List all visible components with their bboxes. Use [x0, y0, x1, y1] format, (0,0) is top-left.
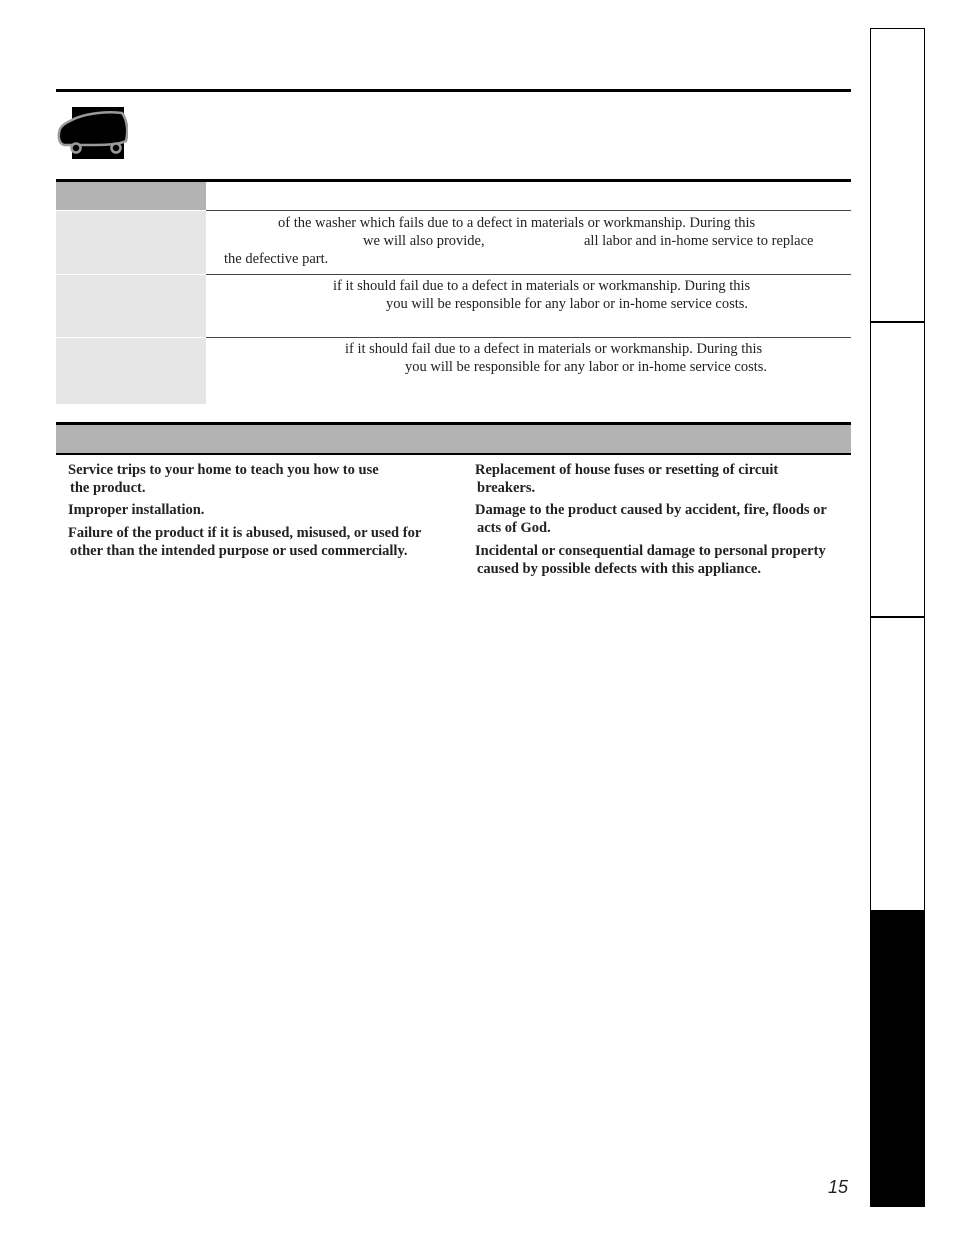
coverage-period-cell-1 [56, 211, 206, 274]
exclusions-bottom-rule [56, 453, 851, 455]
service-truck-icon [56, 107, 128, 159]
section-tab-1 [870, 28, 925, 322]
coverage-row1-line2b: all labor and in-home service to replace [584, 233, 814, 249]
coverage-row1-line1: of the washer which fails due to a defect in materials or workmanship. During this [278, 215, 756, 231]
section-tab-active [870, 911, 925, 1207]
coverage-period-cell-3 [56, 338, 206, 404]
coverage-row-divider [206, 337, 851, 338]
coverage-period-cell-2 [56, 275, 206, 337]
coverage-row3-line2: you will be responsible for any labor or in-home service costs. [405, 359, 768, 375]
exclusion-item-right-1-line1: Replacement of house fuses or resetting of circuit [475, 462, 779, 478]
coverage-row2-line1: if it should fail due to a defect in materials or workmanship. During this [333, 278, 751, 294]
coverage-row-divider [206, 210, 851, 211]
coverage-row1-line3: the defective part. [224, 251, 329, 267]
coverage-header-label-cell [56, 182, 206, 210]
top-rule [56, 89, 851, 92]
page-number: 15 [828, 1177, 849, 1197]
exclusion-item-left-3-line2: other than the intended purpose or used commercially. [70, 543, 408, 559]
exclusion-item-right-2-line1: Damage to the product caused by accident, fire, floods or [475, 502, 827, 518]
exclusion-item-right-3-line1: Incidental or consequential damage to personal property [475, 543, 826, 559]
section-tab-2 [870, 322, 925, 617]
exclusion-item-right-1-line2: breakers. [477, 480, 536, 496]
exclusion-item-right-2-line2: acts of God. [477, 520, 551, 536]
coverage-row3-line1: if it should fail due to a defect in materials or workmanship. During this [345, 341, 763, 357]
exclusions-header-band [56, 425, 851, 453]
exclusion-item-right-3-line2: caused by possible defects with this appliance. [477, 561, 761, 577]
coverage-row2-line2: you will be responsible for any labor or in-home service costs. [386, 296, 749, 312]
coverage-row-divider [206, 274, 851, 275]
exclusion-item-left-1-line2: the product. [70, 480, 146, 496]
exclusion-item-left-1-line1: Service trips to your home to teach you how to use [68, 462, 379, 478]
coverage-row1-line2a: we will also provide, [363, 233, 485, 249]
exclusion-item-left-2: Improper installation. [68, 502, 205, 518]
exclusion-item-left-3-line1: Failure of the product if it is abused, misused, or used for [68, 525, 422, 541]
section-tab-3 [870, 617, 925, 911]
